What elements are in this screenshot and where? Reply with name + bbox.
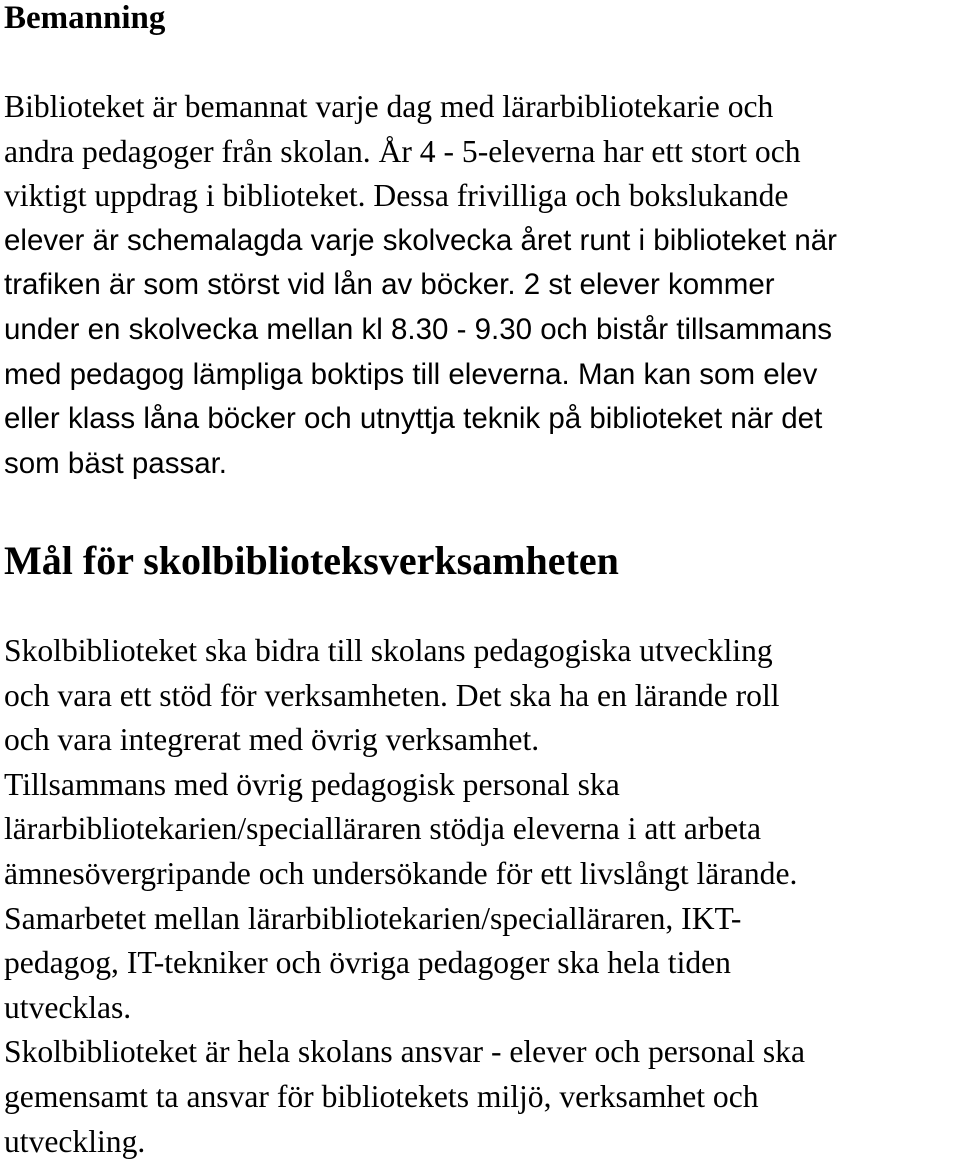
text-line: pedagog, IT-tekniker och övriga pedagoger ska hela tiden — [4, 945, 731, 981]
text-line: Tillsammans med övrig pedagogisk personal ska — [4, 766, 620, 802]
section-heading-goals: Mål för skolbiblioteksverksamheten — [4, 538, 619, 583]
text-line: som bäst passar. — [4, 446, 227, 480]
text-line: utvecklas. — [4, 989, 132, 1025]
text-line: Skolbiblioteket ska bidra till skolans pedagogiska utveckling — [4, 633, 773, 668]
text-line: med pedagog lämpliga boktips till eleverna. Man kan som elev — [4, 357, 818, 391]
text-line: eller klass låna böcker och utnyttja teknik på biblioteket när det — [4, 402, 823, 436]
section-heading-staffing: Bemanning — [4, 0, 166, 36]
paragraph-staffing — [4, 85, 837, 486]
paragraph-goals — [4, 629, 805, 1164]
text-line: gemensamt ta ansvar för bibliotekets miljö, verksamhet och — [4, 1078, 759, 1114]
text-line: och vara ett stöd för verksamheten. Det ska ha en lärande roll — [4, 677, 780, 713]
text-line: utveckling. — [4, 1123, 146, 1159]
text-line: lärarbibliotekarien/specialläraren stödja eleverna i att arbeta — [4, 811, 761, 847]
text-line: andra pedagoger från skolan. År 4 - 5-eleverna har ett stort och — [4, 133, 801, 169]
text-line: Samarbetet mellan lärarbibliotekarien/specialläraren, IKT- — [4, 900, 742, 936]
text-line: Skolbiblioteket är hela skolans ansvar - elever och personal ska — [4, 1034, 805, 1070]
text-line: och vara integrerat med övrig verksamhet. — [4, 722, 540, 758]
text-line: trafiken är som störst vid lån av böcker. 2 st elever kommer — [4, 268, 775, 302]
text-line: ämnesövergripande och undersökande för ett livslångt lärande. — [4, 855, 798, 891]
text-line: elever är schemalagda varje skolvecka året runt i biblioteket när — [4, 223, 837, 257]
text-line: under en skolvecka mellan kl 8.30 - 9.30 och bistår tillsammans — [4, 312, 833, 346]
text-line: Biblioteket är bemannat varje dag med lärarbibliotekarie och — [4, 89, 774, 124]
text-line: viktigt uppdrag i biblioteket. Dessa frivilliga och bokslukande — [4, 178, 789, 214]
